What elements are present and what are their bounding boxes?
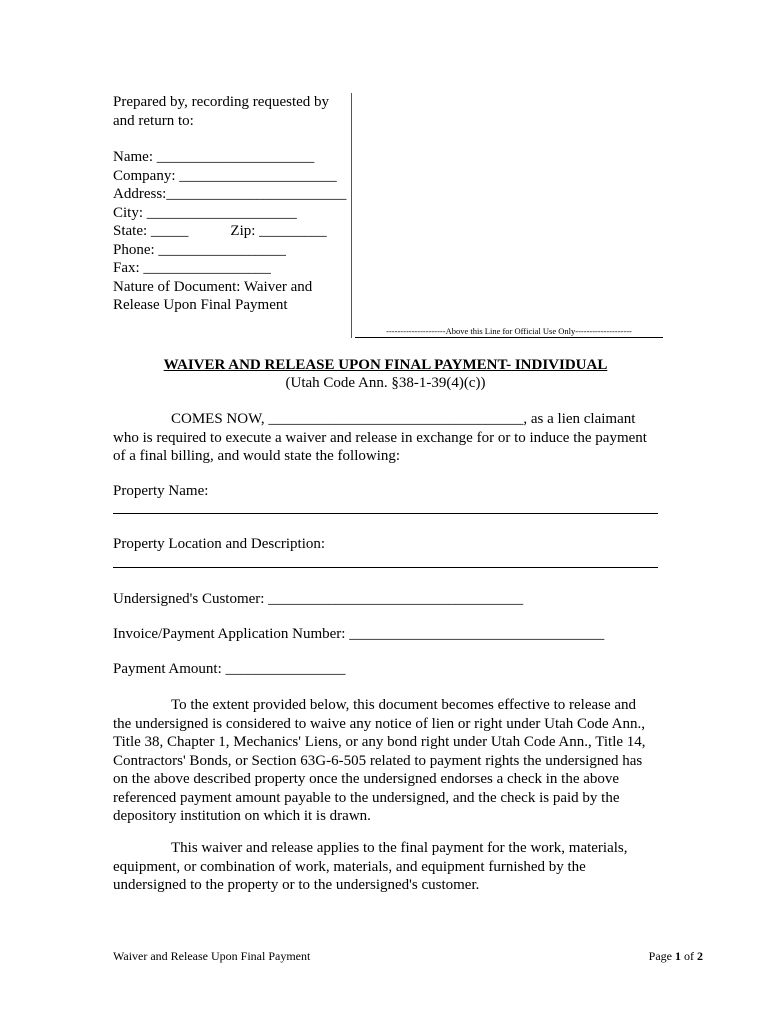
page-total: 2 [697, 949, 703, 963]
customer-field: Undersigned's Customer: __________________________________ [113, 591, 524, 607]
page-current: 1 [675, 949, 681, 963]
prepared-by-label: Prepared by, recording requested by and return to: [113, 94, 330, 129]
header-divider [351, 93, 352, 338]
phone-field: Phone: _________________ [113, 241, 286, 258]
property-name-line [113, 513, 658, 514]
state-field: State: _____ [113, 223, 189, 239]
invoice-field: Invoice/Payment Application Number: __________________________________ [113, 626, 605, 642]
return-address-block [113, 93, 348, 315]
document-subtitle: (Utah Code Ann. §38-1-39(4)(c)) [285, 375, 486, 391]
scope-paragraph: This waiver and release applies to the final payment for the work, materials, equipment, or combination of work, materials, and equipment furnished by the undersigned to the property or to the undersigned's customer. [113, 840, 628, 893]
address-field: Address:________________________ [113, 186, 347, 202]
footer-title: Waiver and Release Upon Final Payment [113, 949, 311, 963]
property-name-label: Property Name: [113, 483, 209, 499]
official-use-line: ---------------------Above this Line for Official Use Only-------------------- [355, 325, 663, 338]
document-title: WAIVER AND RELEASE UPON FINAL PAYMENT- INDIVIDUAL [163, 357, 608, 373]
state-zip-row [113, 222, 348, 241]
company-field: Company: _____________________ [113, 167, 337, 184]
property-location-label: Property Location and Description: [113, 536, 326, 552]
page-number [560, 949, 703, 964]
city-field: City: ____________________ [113, 204, 297, 221]
zip-field: Zip: _________ [230, 223, 327, 239]
payment-amount-field: Payment Amount: ________________ [113, 661, 346, 677]
page-of: of [684, 949, 694, 963]
fax-field: Fax: _________________ [113, 260, 271, 276]
nature-of-document: Nature of Document: Waiver and Release Upon Final Payment [113, 278, 313, 313]
page-label: Page [648, 949, 672, 963]
property-location-line [113, 567, 658, 568]
comes-now-paragraph: COMES NOW, __________________________________, as a lien claimant who is required to execute a waiver and release in exchange for or to induce the payment of a final billing, and would state the following: [113, 411, 647, 464]
release-paragraph: To the extent provided below, this document becomes effective to release and the undersigned is considered to waive any notice of lien or right under Utah Code Ann., Title 38, Chapter 1, Mechanics' Liens, or any bond right under Utah Code Ann., Title 14, Contractors' Bonds, or Section 63G-6-505 related to payment rights the undersigned has on the above described property once the undersigned endorses a check in the above referenced payment amount payable to the undersigned, and the check is paid by the depository institution on which it is drawn. [113, 697, 646, 824]
name-field: Name: _____________________ [113, 149, 315, 165]
